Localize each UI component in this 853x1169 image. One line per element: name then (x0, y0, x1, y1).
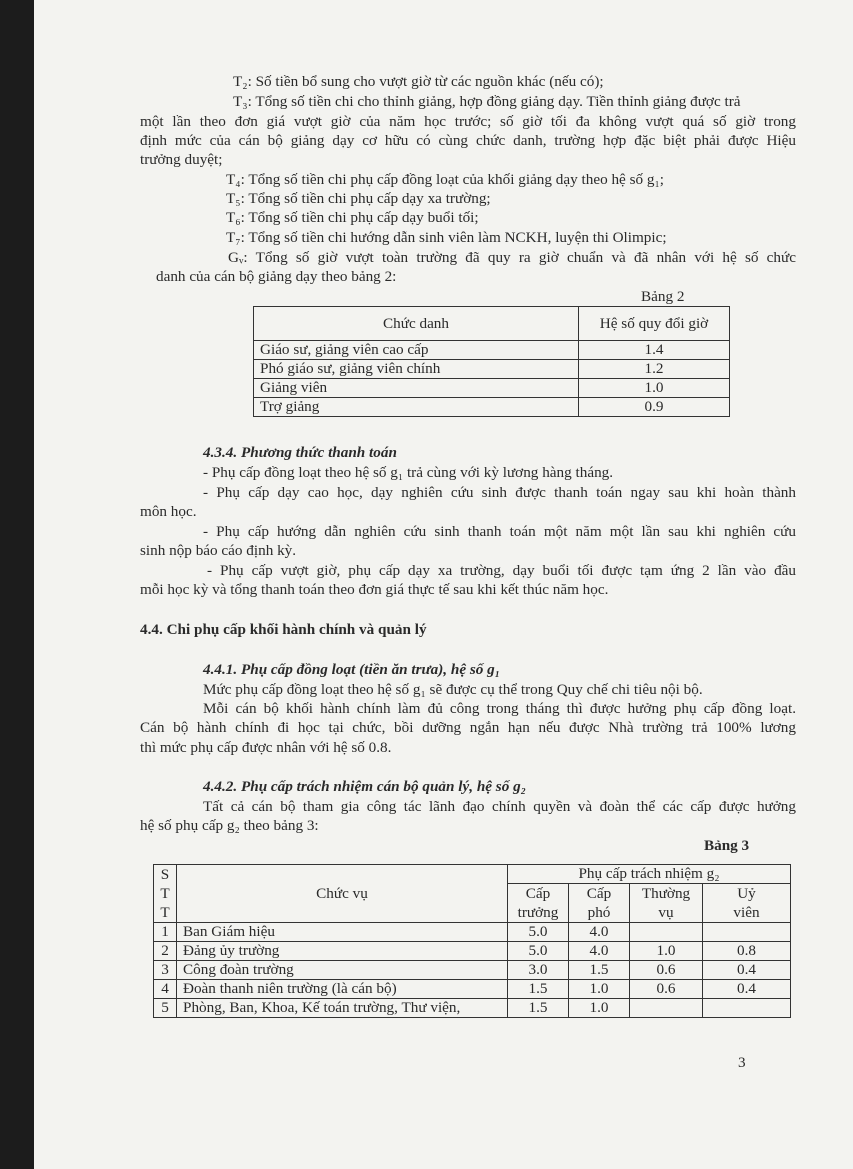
cell-standing: 0.6 (630, 961, 703, 980)
table2-cell-title: Phó giáo sư, giảng viên chính (254, 360, 579, 379)
line-t2: T₂: Số tiền bổ sung cho vượt giờ từ các nguồn khác (nếu có); (233, 73, 604, 90)
line-t3: T₃: Tổng số tiền chi cho thỉnh giảng, hợp đồng giảng dạy. Tiền thỉnh giảng được trả (233, 93, 741, 110)
cell-deputy: 1.0 (569, 999, 630, 1018)
cell-chief: 1.5 (508, 999, 569, 1018)
table3-subheader-standing (630, 884, 703, 923)
cell-position: Công đoàn trường (177, 961, 508, 980)
section-44-heading: 4.4. Chi phụ cấp khối hành chính và quản lý (140, 621, 427, 638)
s441-p2-cont1: Cán bộ hành chính đi học tại chức, bồi dưỡng ngắn hạn nếu được Nhà trường trả 100% lương (140, 719, 796, 736)
table-row (254, 360, 730, 379)
cell-stt: 4 (154, 980, 177, 999)
cell-member: 0.8 (703, 942, 791, 961)
table2-cell-value: 1.2 (579, 360, 730, 379)
table-row (254, 398, 730, 417)
table-row (254, 341, 730, 360)
cell-standing: 1.0 (630, 942, 703, 961)
cell-stt: 5 (154, 999, 177, 1018)
cell-position: Ban Giám hiệu (177, 923, 508, 942)
s441-p1: Mức phụ cấp đồng loạt theo hệ số g₁ sẽ được cụ thể trong Quy chế chi tiêu nội bộ. (203, 681, 703, 698)
table3-header-group: Phụ cấp trách nhiệm g₂ (508, 865, 791, 884)
s434-p3-cont: sinh nộp báo cáo định kỳ. (140, 542, 297, 559)
line-t6: T₆: Tổng số tiền chi phụ cấp dạy buổi tối; (226, 209, 479, 226)
table3-caption: Bảng 3 (704, 837, 750, 854)
cell-chief: 5.0 (508, 942, 569, 961)
cell-deputy: 4.0 (569, 923, 630, 942)
line-t4: T₄: Tổng số tiền chi phụ cấp đồng loạt của khối giảng dạy theo hệ số g₁; (226, 171, 665, 188)
cell-deputy: 4.0 (569, 942, 630, 961)
line-t3-cont2: định mức của cán bộ giảng dạy cơ hữu có cùng chức danh, trường hợp đặc biệt phải được Hiệu (140, 132, 796, 149)
table2-header-position: Chức danh (254, 307, 579, 341)
table2-caption: Bảng 2 (641, 288, 685, 305)
subheader-line: vụ (658, 904, 674, 921)
cell-stt: 2 (154, 942, 177, 961)
cell-position: Phòng, Ban, Khoa, Kế toán trường, Thư viện, (177, 999, 508, 1018)
line-gv: Gᵥ: Tổng số giờ vượt toàn trường đã quy ra giờ chuẩn và đã nhân với hệ số chức (228, 249, 796, 266)
cell-standing (630, 999, 703, 1018)
page-number: 3 (738, 1054, 746, 1071)
line-t3-cont3: trưởng duyệt; (140, 151, 223, 168)
s434-p3: - Phụ cấp hướng dẫn nghiên cứu sinh thanh toán một năm một lần sau khi nghiên cứu (203, 523, 796, 540)
s441-p2-cont2: thì mức phụ cấp được nhân với hệ số 0.8. (140, 739, 392, 756)
cell-position: Đoàn thanh niên trường (là cán bộ) (177, 980, 508, 999)
table2-cell-title: Giáo sư, giảng viên cao cấp (254, 341, 579, 360)
table2-cell-value: 0.9 (579, 398, 730, 417)
cell-stt: 1 (154, 923, 177, 942)
cell-member (703, 999, 791, 1018)
table2 (253, 306, 730, 417)
table2-cell-title: Trợ giảng (254, 398, 579, 417)
table2-header-row (254, 307, 730, 341)
cell-deputy: 1.5 (569, 961, 630, 980)
table3-header-position: Chức vụ (177, 865, 508, 923)
cell-deputy: 1.0 (569, 980, 630, 999)
table2-cell-title: Giảng viên (254, 379, 579, 398)
cell-chief: 3.0 (508, 961, 569, 980)
table2-cell-value: 1.4 (579, 341, 730, 360)
table-row (154, 942, 791, 961)
s441-p2: Mỗi cán bộ khối hành chính làm đủ công trong tháng thì được hưởng phụ cấp đồng loạt. (203, 700, 796, 717)
subheader-line: phó (587, 904, 611, 921)
table2-cell-value: 1.0 (579, 379, 730, 398)
line-t5: T₅: Tổng số tiền chi phụ cấp dạy xa trường; (226, 190, 491, 207)
table3 (153, 864, 791, 1018)
s434-p4-cont: mỗi học kỳ và tổng thanh toán theo đơn giá thực tế sau khi kết thúc năm học. (140, 581, 609, 598)
table3-header-row (154, 865, 791, 884)
subheader-line: Cấp (525, 885, 551, 902)
section-442-heading: 4.4.2. Phụ cấp trách nhiệm cán bộ quản lý, hệ số g₂ (203, 778, 527, 795)
s434-p2-cont: môn học. (140, 503, 197, 520)
table-row (154, 961, 791, 980)
cell-standing: 0.6 (630, 980, 703, 999)
table3-stt-letter: T (160, 904, 170, 921)
cell-member (703, 923, 791, 942)
cell-stt: 3 (154, 961, 177, 980)
cell-standing (630, 923, 703, 942)
subheader-line: viên (733, 904, 760, 921)
table3-subheader-chief (508, 884, 569, 923)
cell-position: Đảng ủy trường (177, 942, 508, 961)
s434-p1: - Phụ cấp đồng loạt theo hệ số g₁ trả cùng với kỳ lương hàng tháng. (203, 464, 614, 481)
table3-stt-letter: S (160, 866, 170, 883)
table3-subheader-deputy (569, 884, 630, 923)
table-row (154, 980, 791, 999)
cell-chief: 1.5 (508, 980, 569, 999)
cell-chief: 5.0 (508, 923, 569, 942)
s434-p4: - Phụ cấp vượt giờ, phụ cấp dạy xa trường, dạy buổi tối được tạm ứng 2 lần vào đầu (207, 562, 796, 579)
cell-member: 0.4 (703, 980, 791, 999)
table3-stt-letter: T (160, 885, 170, 902)
section-441-heading: 4.4.1. Phụ cấp đồng loạt (tiền ăn trưa), hệ số g₁ (203, 661, 501, 678)
table-row (154, 923, 791, 942)
s442-p1-cont: hệ số phụ cấp g₂ theo bảng 3: (140, 817, 319, 834)
table2-header-coefficient: Hệ số quy đổi giờ (579, 307, 730, 341)
line-gv-cont: danh của cán bộ giảng dạy theo bảng 2: (156, 268, 397, 285)
s434-p2: - Phụ cấp dạy cao học, dạy nghiên cứu sinh được thanh toán ngay sau khi hoàn thành (203, 484, 796, 501)
s442-p1: Tất cả cán bộ tham gia công tác lãnh đạo chính quyền và đoàn thể các cấp được hưởng (203, 798, 796, 815)
line-t3-cont1: một lần theo đơn giá vượt giờ của năm học trước; số giờ tối đa không vượt quá số giờ trong (140, 113, 796, 130)
subheader-line: Cấp (586, 885, 612, 902)
table3-header-stt (154, 865, 177, 923)
section-434-heading: 4.3.4. Phương thức thanh toán (203, 444, 397, 461)
table3-subheader-member (703, 884, 791, 923)
table-row (254, 379, 730, 398)
subheader-line: Thường (641, 885, 691, 902)
line-t7: T₇: Tổng số tiền chi hướng dẫn sinh viên làm NCKH, luyện thi Olimpic; (226, 229, 667, 246)
subheader-line: Uỷ (737, 885, 756, 902)
scan-border (0, 0, 34, 1169)
subheader-line: trưởng (517, 904, 559, 921)
cell-member: 0.4 (703, 961, 791, 980)
table-row (154, 999, 791, 1018)
